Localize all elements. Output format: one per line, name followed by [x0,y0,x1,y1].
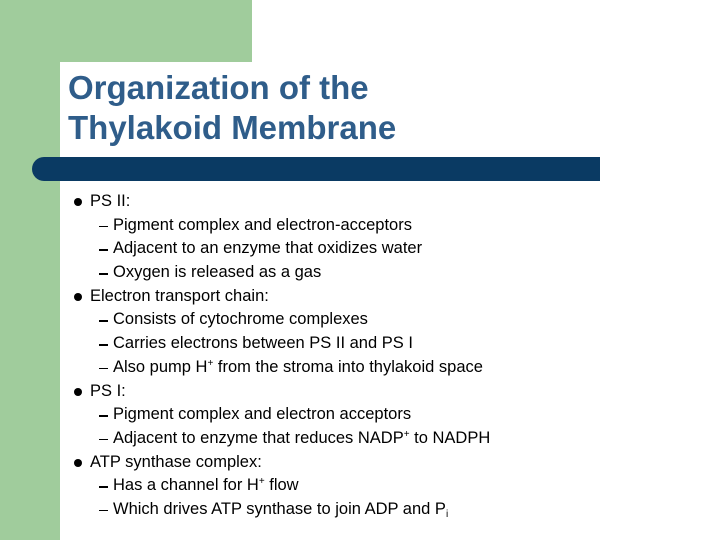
sub-item-text: Consists of cytochrome complexes [113,310,368,329]
sub-item [72,474,702,498]
superscript-plus: + [258,476,265,488]
bullet-list [72,190,702,522]
dash-marker [99,439,108,441]
sub-item [72,427,702,451]
sub-item [72,332,702,356]
bullet-electron-transport-chain [72,285,702,309]
sub-item-text-post: from the stroma into thylakoid space [213,357,483,376]
dash-marker [99,249,108,251]
sub-item-text: Oxygen is released as a gas [113,263,322,282]
sub-item [72,403,702,427]
sub-item-text: Pigment complex and electron acceptors [113,405,412,424]
sub-item-text: Carries electrons between PS II and PS I [113,334,413,353]
bullet-dot [74,198,82,206]
sub-item-text-post: to NADPH [409,428,491,447]
green-top-corner [60,0,252,62]
dash-marker [99,344,108,346]
sub-item-text: Adjacent to an enzyme that oxidizes water [113,239,423,258]
sub-item [72,308,702,332]
dash-marker [99,510,108,512]
sub-item-text-pre: Which drives ATP synthase to join ADP and P [113,499,446,518]
sub-item [72,214,702,238]
sub-item [72,261,702,285]
sub-item-text: Pigment complex and electron-acceptors [113,215,412,234]
slide-title-line-1: Organization of the [68,69,369,106]
dash-marker [99,226,108,228]
sub-item [72,237,702,261]
bullet-ps1 [72,380,702,404]
sub-item [72,356,702,380]
title-divider-bar [32,157,600,181]
superscript-plus: + [207,357,214,369]
subscript-i: i [445,508,449,520]
sub-item-text-post: flow [264,476,299,495]
dash-marker [99,273,108,275]
bullet-label: Electron transport chain: [90,286,269,305]
bullet-dot [74,459,82,467]
bullet-label: PS II: [90,192,131,210]
bullet-atp-synthase-complex [72,451,702,475]
superscript-plus: + [403,428,410,440]
dash-marker [99,320,108,322]
sub-item-text-pre: Has a channel for H [113,476,259,495]
slide-title [68,68,628,148]
bullet-label: ATP synthase complex: [90,452,262,471]
sub-item-text-pre: Adjacent to enzyme that reduces NADP [113,428,404,447]
bullet-ps2 [72,190,702,214]
sub-item [72,498,702,522]
green-side-band [0,0,60,540]
slide-title-line-2: Thylakoid Membrane [68,109,397,146]
dash-marker [99,368,108,370]
bullet-label: PS I: [90,381,126,400]
bullet-dot [74,293,82,301]
dash-marker [99,486,108,488]
dash-marker [99,415,108,417]
bullet-dot [74,388,82,396]
sub-item-text-pre: Also pump H [113,357,208,376]
